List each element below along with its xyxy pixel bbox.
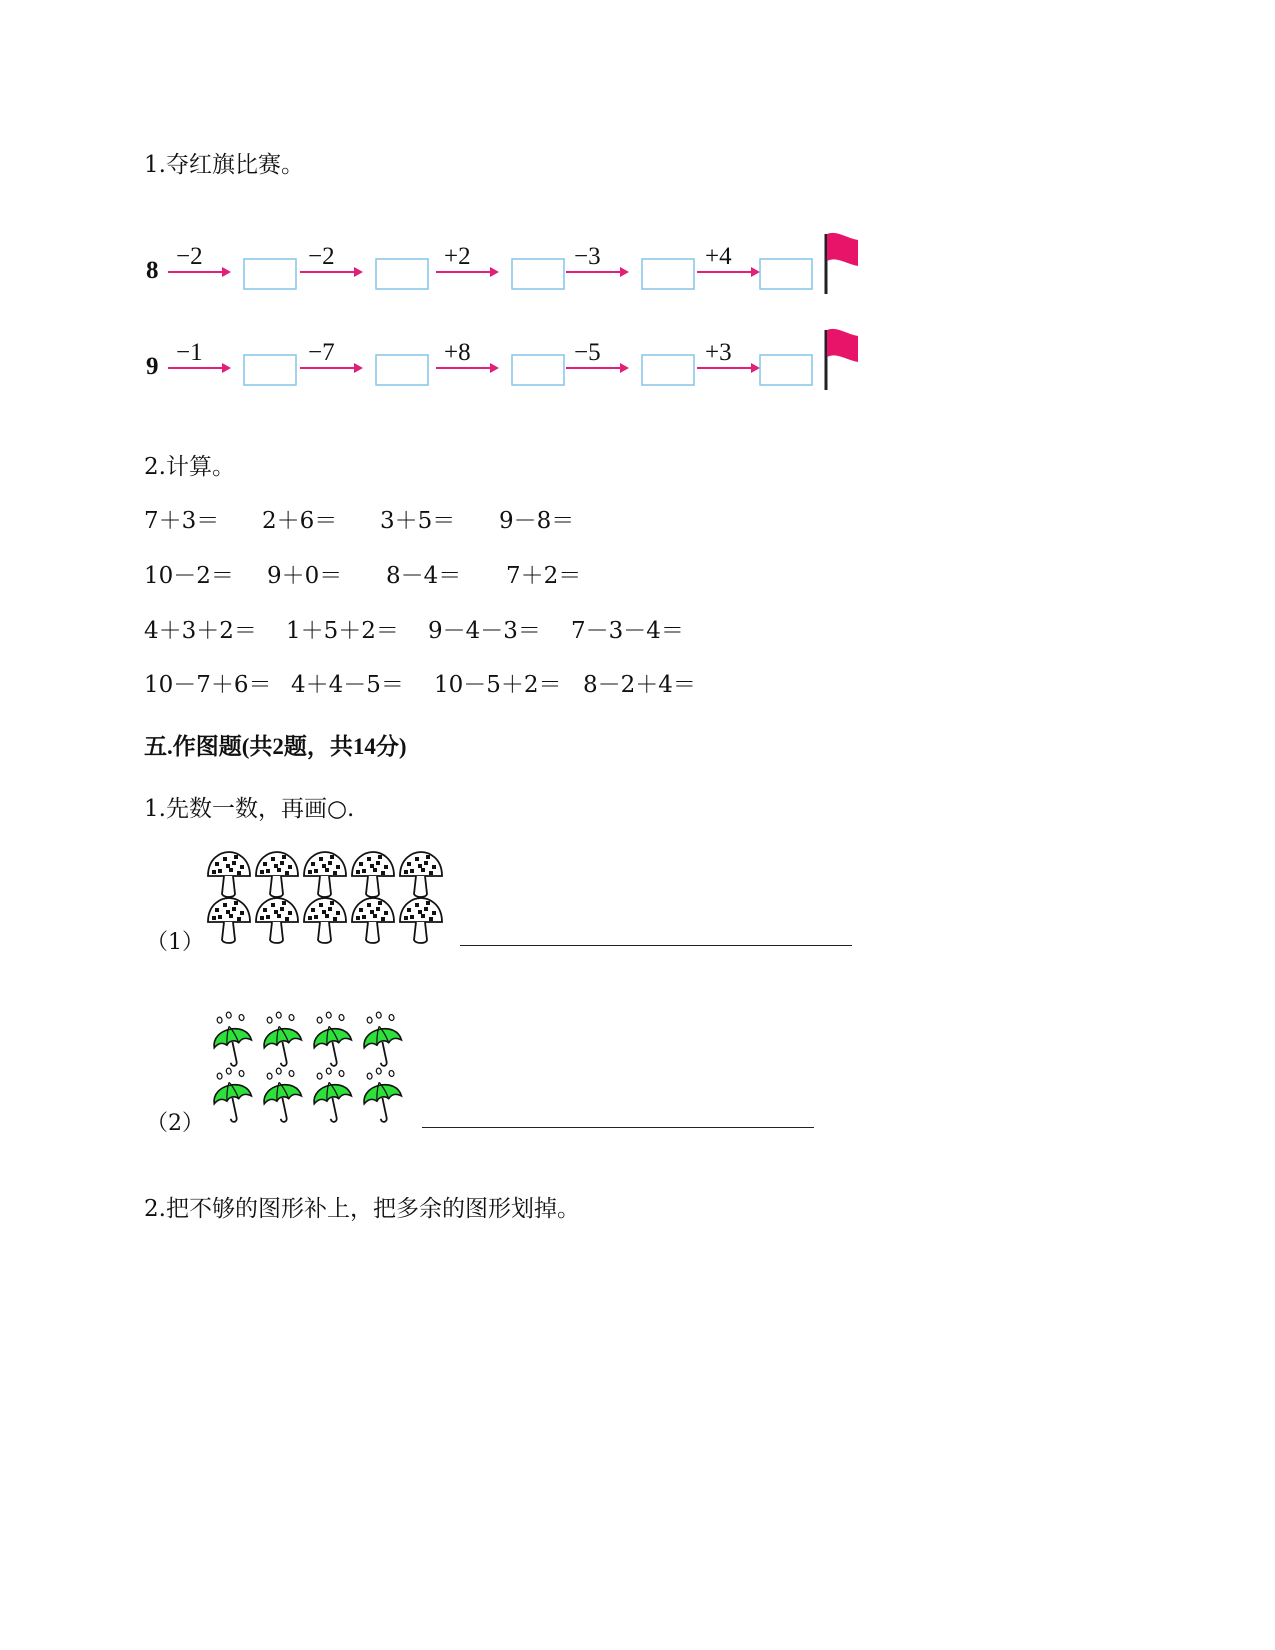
mushroom-icon: [352, 898, 394, 943]
chain-row-2: [140, 324, 880, 396]
section-5-title: 五.作图题(共2题，共14分): [144, 734, 407, 759]
red-flag-icon: [827, 233, 858, 266]
draw-question-2-title: 2.把不够的图形补上，把多余的图形划掉。: [144, 1196, 580, 1222]
umbrella-icon: [208, 1065, 256, 1125]
red-flag-icon: [827, 329, 858, 362]
chain-arrow-head: [751, 363, 760, 373]
question-1-title: 1.夺红旗比赛。: [144, 152, 304, 178]
chain-arrow-head: [620, 363, 629, 373]
chain-operation: −7: [308, 339, 335, 366]
calc-item: 2＋6＝: [262, 508, 338, 534]
calc-item: 9－8＝: [499, 508, 575, 534]
chain-1-segments: [168, 233, 858, 294]
mushroom-grid: [204, 848, 454, 944]
answer-line-1[interactable]: [460, 945, 852, 946]
calc-item: 8－2＋4＝: [583, 672, 696, 698]
chain-arrow-head: [222, 267, 231, 277]
chain-operation: −2: [176, 243, 203, 270]
chain-operation: +2: [444, 243, 471, 270]
question-2-title: 2.计算。: [144, 454, 235, 480]
umbrella-icon: [258, 1065, 306, 1125]
chain-2-start: 9: [146, 353, 159, 380]
answer-box[interactable]: [642, 259, 694, 289]
answer-box[interactable]: [760, 259, 812, 289]
chain-operation: +4: [705, 243, 732, 270]
mushroom-icon: [352, 852, 394, 897]
answer-box[interactable]: [244, 259, 296, 289]
chain-arrow-head: [490, 363, 499, 373]
chain-arrow-head: [354, 363, 363, 373]
mushroom-icon: [304, 852, 346, 897]
umbrella-icon: [308, 1065, 356, 1125]
answer-box[interactable]: [642, 355, 694, 385]
calc-item: 10－2＝: [144, 563, 234, 589]
draw-question-1-title: 1.先数一数，再画○.: [144, 796, 355, 822]
chain-arrow-head: [490, 267, 499, 277]
umbrella-icon: [358, 1065, 406, 1125]
mushroom-icon: [400, 898, 442, 943]
answer-line-2[interactable]: [422, 1127, 814, 1128]
mushroom-icon: [400, 852, 442, 897]
mushroom-icon: [256, 898, 298, 943]
calc-item: 4＋4－5＝: [291, 672, 404, 698]
chain-operation: −5: [574, 339, 601, 366]
chain-operation: +8: [444, 339, 471, 366]
umbrella-icon: [258, 1009, 306, 1069]
calc-item: 10－7＋6＝: [144, 672, 272, 698]
mushroom-icon: [208, 852, 250, 897]
chain-arrow-head: [751, 267, 760, 277]
calc-item: 1＋5＋2＝: [286, 618, 399, 644]
item-1-label: （1）: [146, 930, 204, 955]
calc-item: 10－5＋2＝: [434, 672, 562, 698]
umbrella-icon: [358, 1009, 406, 1069]
answer-box[interactable]: [244, 355, 296, 385]
answer-box[interactable]: [512, 259, 564, 289]
chain-1-start: 8: [146, 257, 159, 284]
chain-arrow-head: [620, 267, 629, 277]
calc-item: 4＋3＋2＝: [144, 618, 257, 644]
calc-item: 7＋3＝: [144, 508, 220, 534]
umbrella-icon: [208, 1009, 256, 1069]
chain-operation: +3: [705, 339, 732, 366]
chain-2-segments: [168, 329, 858, 390]
mushroom-icon: [256, 852, 298, 897]
calc-item: 9＋0＝: [267, 563, 343, 589]
calc-item: 8－4＝: [386, 563, 462, 589]
mushroom-icon: [208, 898, 250, 943]
answer-box[interactable]: [760, 355, 812, 385]
chain-operation: −2: [308, 243, 335, 270]
answer-box[interactable]: [376, 355, 428, 385]
answer-box[interactable]: [376, 259, 428, 289]
calc-item: 7＋2＝: [506, 563, 582, 589]
calc-item: 9－4－3＝: [428, 618, 541, 644]
calc-item: 7－3－4＝: [571, 618, 684, 644]
chain-row-1: [140, 228, 880, 300]
chain-operation: −1: [176, 339, 203, 366]
chain-arrow-head: [222, 363, 231, 373]
chain-arrow-head: [354, 267, 363, 277]
umbrella-icon: [308, 1009, 356, 1069]
mushroom-icon: [304, 898, 346, 943]
calc-item: 3＋5＝: [380, 508, 456, 534]
chain-operation: −3: [574, 243, 601, 270]
item-2-label: （2）: [146, 1111, 204, 1136]
umbrella-grid: [206, 1008, 416, 1130]
answer-box[interactable]: [512, 355, 564, 385]
